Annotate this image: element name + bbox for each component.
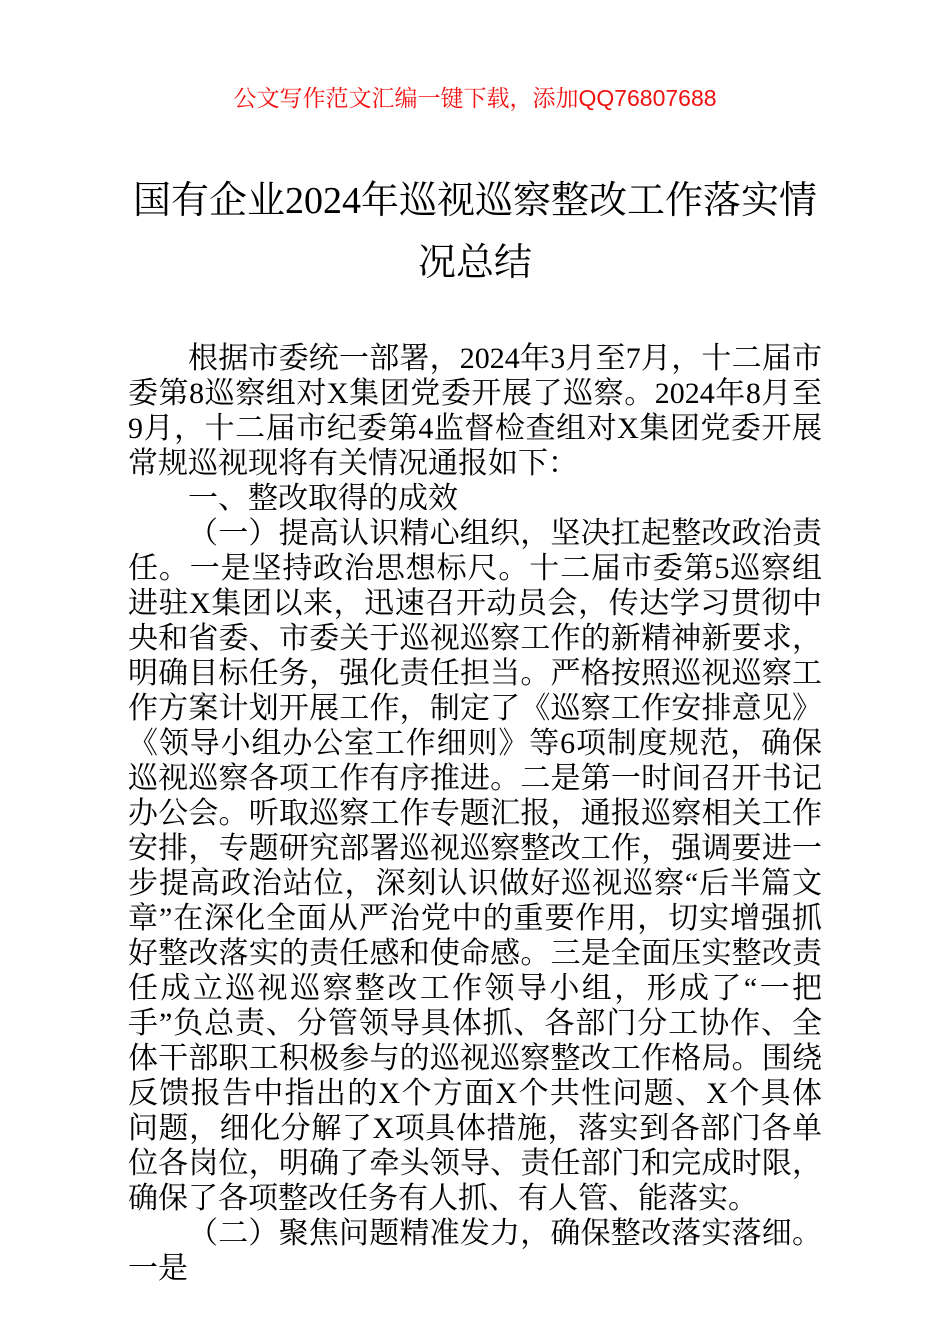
paragraph-section-two: （二）聚焦问题精准发力，确保整改落实落细。一是 (128, 1217, 822, 1285)
document-title: 国有企业2024年巡视巡察整改工作落实情况总结 (132, 180, 817, 284)
document-body (128, 341, 822, 1286)
promo-banner: 公文写作范文汇编一键下载，添加QQ76807688 (233, 85, 717, 111)
paragraph-section-one: （一）提高认识精心组织，坚决扛起整改政治责任。一是坚持政治思想标尺。十二届市委第5巡察组进驻X集团以来，迅速召开动员会，传达学习贯彻中央和省委、市委关于巡视巡察工作的新精神新要求，明确目标任务，强化责任担当。严格按照巡视巡察工作方案计划开展工作，制定了《巡察工作安排意见》《领导小组办公室工作细则》等6项制度规范，确保巡视巡察各项工作有序推进。二是第一时间召开书记办公会。听取巡察工作专题汇报，通报巡察相关工作安排，专题研究部署巡视巡察整改工作，强调要进一步提高政治站位，深刻认识做好巡视巡察“后半篇文章”在深化全面从严治党中的重要作用，切实增强抓好整改落实的责任感和使命感。三是全面压实整改责任成立巡视巡察整改工作领导小组，形成了“一把手”负总责、分管领导具体抓、各部门分工协作、全体干部职工积极参与的巡视巡察整改工作格局。围绕反馈报告中指出的X个方面X个共性问题、X个具体问题，细化分解了X项具体措施，落实到各部门各单位各岗位，明确了牵头领导、责任部门和完成时限，确保了各项整改任务有人抓、有人管、能落实。 (128, 517, 822, 1215)
paragraph-intro: 根据市委统一部署，2024年3月至7月，十二届市委第8巡察组对X集团党委开展了巡察。2024年8月至9月，十二届市纪委第4监督检查组对X集团党委开展常规巡视现将有关情况通报如下： (128, 342, 822, 480)
section-heading-achievements: 一、整改取得的成效 (188, 482, 458, 515)
